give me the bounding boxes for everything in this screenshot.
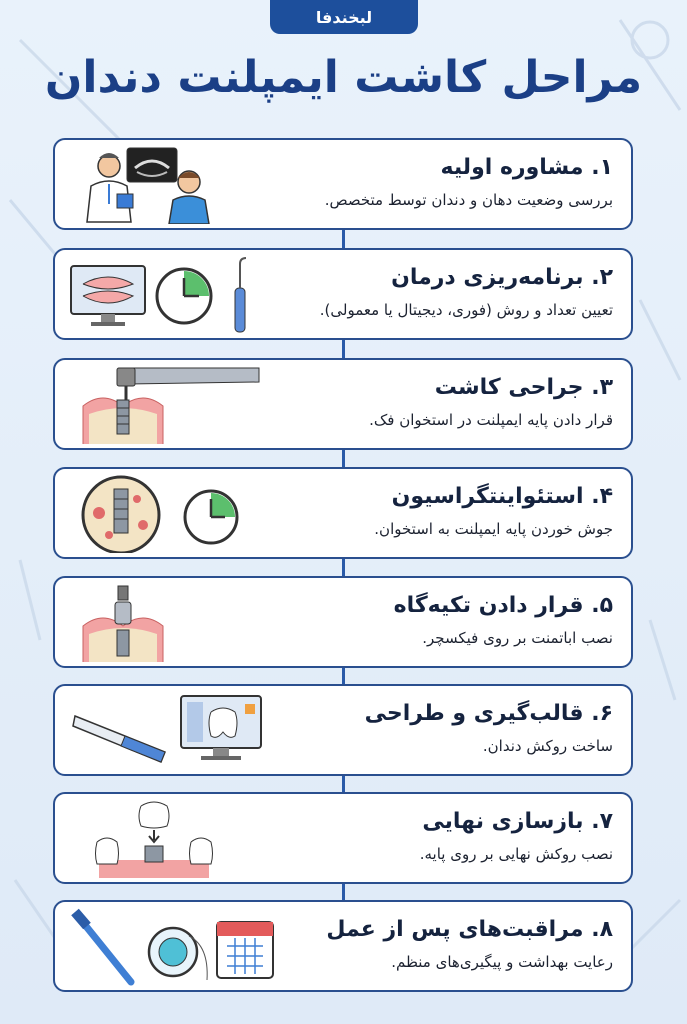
abutment-icon	[83, 586, 163, 662]
step-2-title: ۲. برنامه‌ریزی درمان	[391, 265, 613, 290]
step-3-desc: قرار دادن پایه ایمپلنت در استخوان فک.	[369, 411, 613, 429]
step-2-desc: تعیین تعداد و روش (فوری، دیجیتال یا معمولی).	[319, 301, 613, 319]
step-card-6	[53, 684, 633, 776]
step-7-title: ۷. بازسازی نهایی	[422, 809, 613, 834]
step-4-desc: جوش خوردن پایه ایمپلنت به استخوان.	[374, 520, 613, 538]
step-1-title: ۱. مشاوره اولیه	[440, 155, 613, 180]
step-8-title: ۸. مراقبت‌های پس از عمل	[326, 917, 613, 942]
page-title: مراحل کاشت ایمپلنت دندان	[44, 52, 643, 103]
doctor-icon	[87, 153, 133, 222]
clock-icon	[157, 269, 211, 323]
step-5-title: ۵. قرار دادن تکیه‌گاه	[393, 593, 613, 618]
dental-drill-icon	[117, 368, 259, 400]
crown-placement-icon	[96, 802, 213, 878]
step-card-1	[53, 138, 633, 230]
step-card-7	[53, 792, 633, 884]
step-6-title: ۶. قالب‌گیری و طراحی	[364, 701, 613, 726]
step-7-desc: نصب روکش نهایی بر روی پایه.	[419, 845, 613, 863]
implant-in-gum-icon	[83, 398, 163, 444]
step-3-illustration	[69, 364, 289, 444]
step-card-3	[53, 358, 633, 450]
step-card-4	[53, 467, 633, 559]
step-7-illustration	[69, 798, 289, 878]
step-card-8	[53, 900, 633, 992]
step-6-illustration	[69, 690, 289, 770]
step-6-desc: ساخت روکش دندان.	[482, 737, 613, 755]
step-5-illustration	[69, 582, 289, 662]
step-card-2	[53, 248, 633, 340]
clock-icon	[185, 491, 237, 543]
step-5-desc: نصب اباتمنت بر روی فیکسچر.	[422, 629, 613, 647]
intraoral-scanner-icon	[73, 716, 165, 762]
monitor-tooth-icon	[181, 696, 261, 760]
dental-probe-icon	[235, 258, 246, 332]
step-3-title: ۳. جراحی کاشت	[434, 375, 613, 400]
toothbrush-icon	[75, 912, 131, 982]
monitor-teeth-icon	[71, 266, 145, 326]
calendar-icon	[217, 922, 273, 978]
step-card-5	[53, 576, 633, 668]
xray-screen-icon	[127, 148, 177, 182]
step-8-desc: رعایت بهداشت و پیگیری‌های منظم.	[391, 953, 613, 971]
brand-badge: لبخندفا	[270, 0, 418, 34]
step-2-illustration	[69, 254, 289, 334]
step-1-illustration	[69, 144, 289, 224]
step-1-desc: بررسی وضعیت دهان و دندان توسط متخصص.	[324, 191, 613, 209]
step-4-title: ۴. استئواینتگراسیون	[391, 484, 613, 509]
step-8-illustration	[69, 906, 289, 986]
step-4-illustration	[69, 473, 289, 553]
floss-icon	[149, 928, 207, 980]
bone-implant-icon	[83, 477, 159, 553]
